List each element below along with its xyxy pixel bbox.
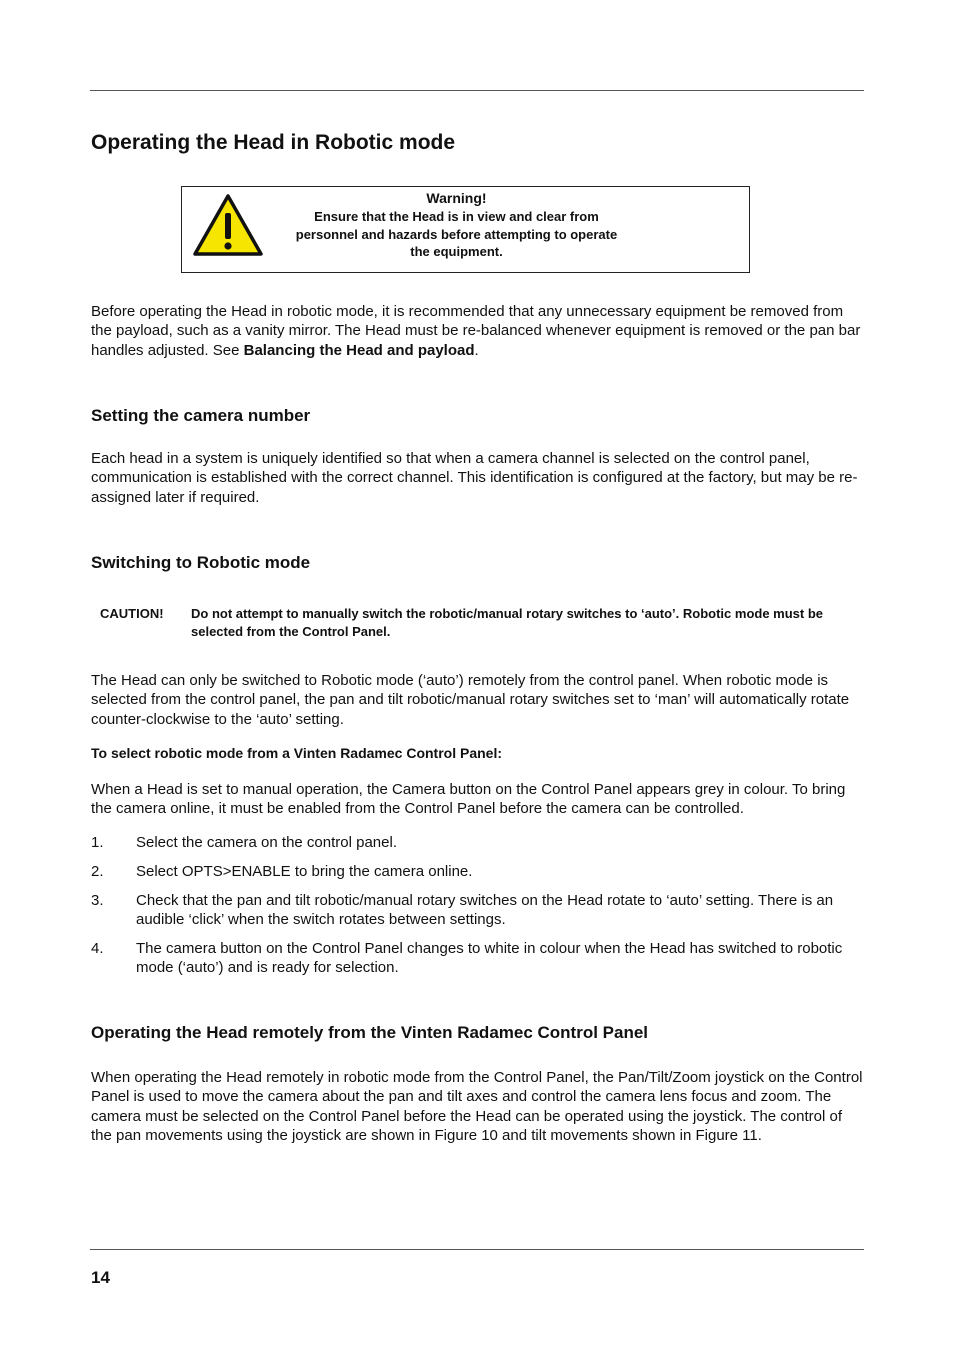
page-title: Operating the Head in Robotic mode — [91, 131, 456, 154]
caution-label: CAUTION! — [100, 606, 164, 621]
remote-operation-paragraph — [91, 1068, 863, 1145]
step-text: Select OPTS>ENABLE to bring the camera online. — [136, 862, 473, 880]
robotic-mode-text: The Head can only be switched to Robotic mode (‘auto’) remotely from the control panel. When robotic mode is selected from the control panel, the pan and tilt robotic/manual rotary switches set to ‘man’ will automatically rotate counter-clockwise to the ‘auto’ setting. — [91, 672, 850, 728]
footer-rule — [90, 1249, 864, 1250]
caution-text: Do not attempt to manually switch the robotic/manual rotary switches to ‘auto’. Robotic mode must be selected from the Control Panel. — [191, 606, 824, 639]
warning-title: Warning! — [426, 190, 487, 206]
intro-paragraph — [91, 302, 863, 360]
list-item — [91, 891, 863, 930]
warning-box — [181, 186, 750, 273]
step-number: 3. — [91, 891, 104, 909]
camera-number-text: Each head in a system is uniquely identified so that when a camera channel is selected on the control panel, communication is established with the correct channel. This identification is configured at the factory, but may be re-assigned later if required. — [91, 450, 858, 506]
page-number: 14 — [91, 1268, 110, 1287]
list-item — [91, 833, 863, 852]
list-item — [91, 862, 863, 881]
manual-operation-paragraph — [91, 780, 863, 819]
step-number: 2. — [91, 862, 104, 880]
robotic-mode-heading: Switching to Robotic mode — [91, 553, 311, 572]
step-number: 4. — [91, 939, 104, 957]
steps-list — [91, 833, 863, 987]
robotic-mode-paragraph — [91, 671, 863, 729]
intro-text: Before operating the Head in robotic mode, it is recommended that any unnecessary equipment be removed from the payload, such as a vanity mirror. The Head must be re-balanced whenever equipment is removed or the pan bar handles adjusted. See — [91, 303, 861, 359]
camera-number-heading: Setting the camera number — [91, 406, 311, 425]
control-panel-subheading: To select robotic mode from a Vinten Radamec Control Panel: — [91, 745, 503, 761]
header-rule — [90, 90, 864, 91]
step-text: Select the camera on the control panel. — [136, 834, 397, 851]
manual-operation-text: When a Head is set to manual operation, the Camera button on the Control Panel appears grey in colour. To bring the camera online, it must be enabled from the Control Panel before the camera can be controlled. — [91, 781, 846, 818]
step-text: The camera button on the Control Panel changes to white in colour when the Head has switched to robotic mode (‘auto’) and is ready for selection. — [136, 939, 843, 976]
warning-text-block — [182, 189, 731, 261]
remote-operation-heading: Operating the Head remotely from the Vinten Radamec Control Panel — [91, 1023, 649, 1042]
step-number: 1. — [91, 834, 104, 851]
camera-number-paragraph — [91, 449, 863, 507]
warning-message: Ensure that the Head is in view and clear from personnel and hazards before attempting to operate the equipment. — [295, 209, 618, 259]
balancing-reference-link[interactable]: Balancing the Head and payload — [243, 341, 475, 359]
remote-operation-text: When operating the Head remotely in robotic mode from the Control Panel, the Pan/Tilt/Zoom joystick on the Control Panel is used to move the camera about the pan and tilt axes and control the camera lens focus and zoom. The camera must be selected on the Control Panel before the Head can be operated using the joystick. The control of the pan movements using the joystick are shown in Figure 10 and tilt movements shown in Figure 11. — [91, 1069, 863, 1144]
step-text: Check that the pan and tilt robotic/manual rotary switches on the Head rotate to ‘auto’ setting. There is an audible ‘click’ when the switch rotates between settings. — [136, 891, 834, 928]
intro-text-end: . — [474, 341, 479, 359]
list-item — [91, 939, 863, 978]
